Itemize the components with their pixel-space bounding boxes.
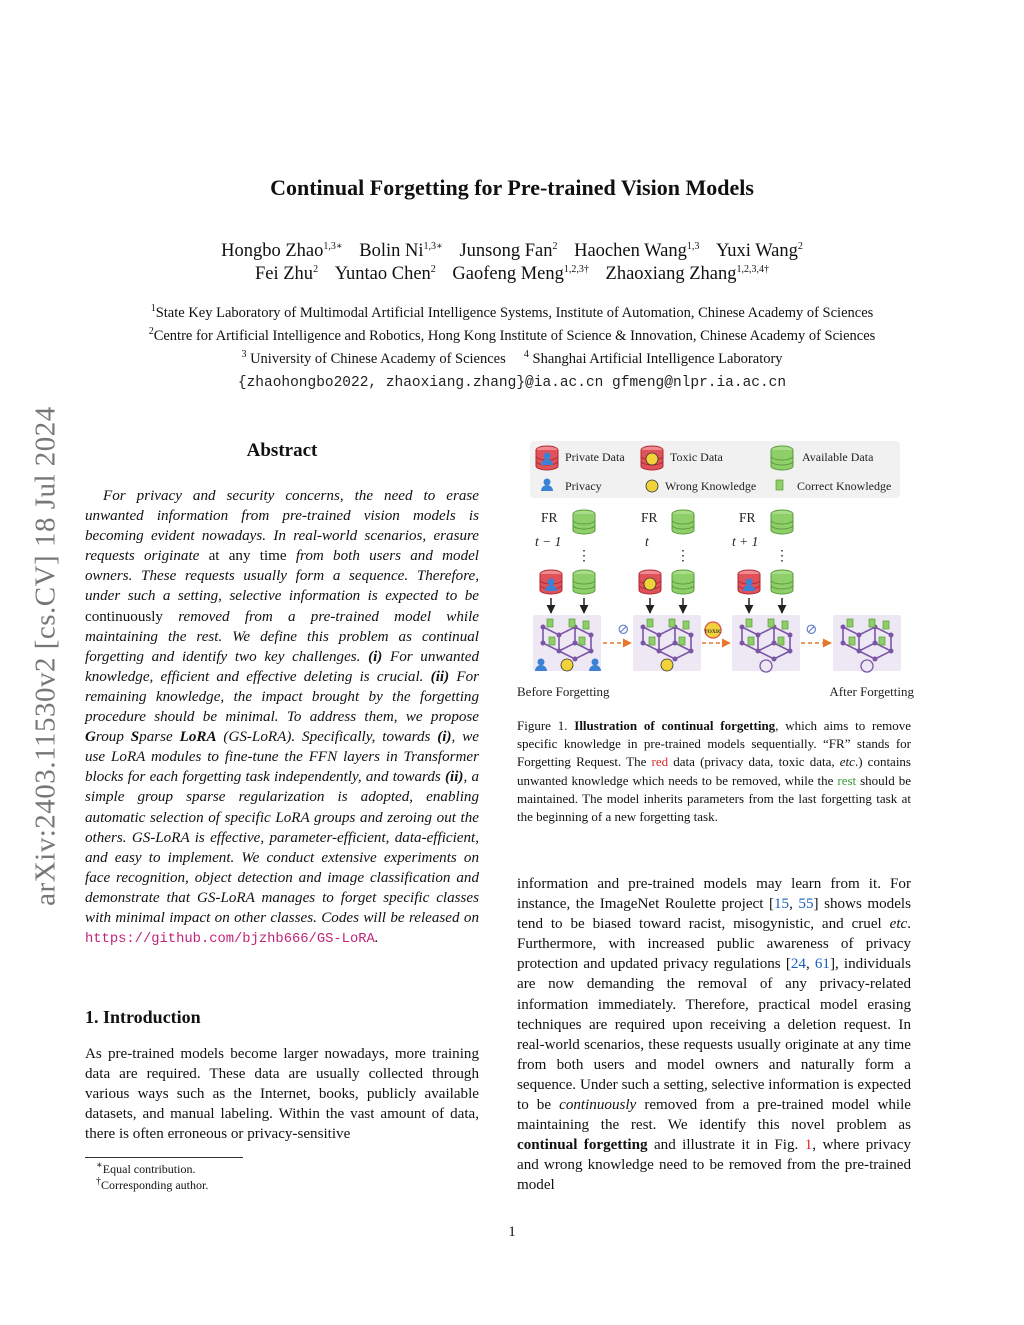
author: Fei Zhu$^2$ — [254, 263, 319, 284]
step-label: t — [645, 534, 649, 549]
paper-title: Continual Forgetting for Pre-trained Vision Models — [270, 175, 754, 200]
legend-label-available-data: Available Data — [802, 450, 874, 464]
page-number: 1 — [508, 1224, 516, 1240]
footnotes — [96, 1161, 208, 1193]
abstract-heading: Abstract — [246, 440, 318, 461]
footnote-corresponding-author: †Corresponding author. — [96, 1176, 209, 1192]
citation-link[interactable]: 61 — [814, 956, 830, 973]
author-emails[interactable]: {zhaohongbo2022, zhaoxiang.zhang}@ia.ac.cn gfmeng@nlpr.ia.ac.cn — [237, 375, 787, 391]
legend-label-private-data: Private Data — [565, 450, 625, 464]
fr-label: FR — [641, 510, 658, 525]
fr-label: FR — [541, 510, 558, 525]
intro-paragraph-continued: information and pre-trained models may learn from it. For instance, the ImageNet Roulette project [15, 55] shows models tend to be biased toward racist, misogynistic, and cruel etc. Furthermore, with increased public awareness of privacy protection and updated privacy regulations [24, 61], individuals are now demanding the removal of any privacy-related information immediately. Therefore, practical model erasing techniques are required upon receiving a deletion request. In real-world scenarios, these requests usually originate at any time from both users and model owners and naturally form a sequence. Under such a setting, selective information is expected to be continuously removed from a pre-trained model while maintaining the rest. We identify this novel problem as continual forgetting and illustrate it in Fig. 1, where privacy and wrong knowledge need to be removed from the pre-trained model — [517, 876, 911, 1194]
author: Yuxi Wang$^2$ — [715, 240, 803, 261]
step-label: t + 1 — [732, 534, 759, 549]
model-after-forgetting — [833, 615, 901, 672]
author-line-2 — [0, 264, 1024, 285]
affiliation-2: $^2$Centre for Artificial Intelligence and Robotics, Hong Kong Institute of Science & Innovation, Chinese Academy of Sciences — [148, 326, 876, 344]
author: Junsong Fan$^2$ — [459, 240, 558, 261]
affiliation-1: $^1$State Key Laboratory of Multimodal Artificial Intelligence Systems, Institute of Automation, Chinese Academy of Sciences — [150, 303, 874, 321]
svg-text:⋮: ⋮ — [775, 549, 789, 564]
author: Haochen Wang$^{1,3}$ — [574, 240, 700, 261]
before-forgetting-label: Before Forgetting — [517, 684, 610, 699]
svg-text:⋮: ⋮ — [577, 549, 591, 564]
svg-text:TOXIC: TOXIC — [704, 629, 722, 635]
arxiv-identifier: arXiv:2403.11530v2 [cs.CV] 18 Jul 2024 — [29, 406, 62, 906]
svg-text:⊘: ⊘ — [617, 622, 630, 638]
figure-1-caption: Figure 1. Illustration of continual forgetting, which aims to remove specific knowledge in pre-trained models sequentially. “FR” stands for Forgetting Request. The red data (privacy data, toxic data, etc.) contains unwanted knowledge which needs to be removed, while the rest should be maintained. The model inherits parameters from the last forgetting task at the beginning of a new forgetting task. — [517, 718, 911, 825]
section-heading-introduction: 1. Introduction — [85, 1007, 201, 1027]
svg-text:⊘: ⊘ — [805, 622, 818, 638]
abstract-body: For privacy and security concerns, the need to erase unwanted information from pre-trained vision models is becoming evident nowadays. In real-world scenarios, erasure requests originate at any time from both users and model owners. These requests usually form a sequence. Therefore, under such a setting, selective information is expected to be continuously removed from a pre-trained model while maintaining the rest. We define this problem as continual forgetting and identify two key challenges. (i) For unwanted knowledge, efficient and effective deleting is crucial. (ii) For remaining knowledge, the impact brought by the forgetting procedure should be minimal. To address them, we propose Group Sparse LoRA (GS-LoRA). Specifically, towards (i), we use LoRA modules to fine-tune the FFN layers in Transformer blocks for each forgetting task independently, and towards (ii), a simple group sparse regularization is adopted, enabling automatic selection of specific LoRA groups and zeroing out the others. GS-LoRA is effective, parameter-efficient, data-efficient, and easy to implement. We conduct extensive experiments on face recognition, object detection and image classification and demonstrate that GS-LoRA manages to forget specific classes with minimal impact on other classes. Codes will be released on https://github.com/bjzhb666/GS-LoRA. — [85, 488, 480, 948]
author: Yuntao Chen$^2$ — [334, 263, 436, 284]
legend-label-privacy: Privacy — [565, 479, 602, 493]
author: Gaofeng Meng$^{1,2,3\dagger}$ — [452, 263, 589, 284]
author: Bolin $Ni^{1,3∗}$ — [359, 240, 443, 261]
toxic-forget-badge — [704, 622, 722, 638]
citation-link[interactable]: 55 — [798, 896, 814, 913]
fr-step-t — [617, 510, 701, 671]
figure-ref-link[interactable]: 1 — [804, 1137, 813, 1154]
citation-link[interactable]: 24 — [790, 956, 806, 973]
footnote-equal-contribution: ∗Equal contribution. — [96, 1160, 196, 1176]
fr-step-t-minus-1 — [533, 510, 601, 671]
citation-link[interactable]: 15 — [774, 896, 790, 913]
author: Zhaoxiang Zhang$^{1,2,3,4\dagger}$ — [605, 263, 770, 284]
legend-label-wrong-knowledge: Wrong Knowledge — [665, 479, 757, 493]
intro-paragraph: As pre-trained models become larger nowadays, more training data are required. These data are usually collected through various ways such as the Internet, books, publicly available datasets, and manual labeling. Within the vast amount of data, there is often erroneous or privacy-sensitive — [85, 1046, 479, 1143]
author-line-1 — [0, 241, 1024, 262]
footnote-rule — [85, 1157, 243, 1158]
author: Hongbo Zhao$^{1,3∗}$ — [221, 240, 343, 261]
code-repo-link[interactable]: https://github.com/bjzhb666/GS-LoRA — [85, 932, 375, 948]
affiliation-3-4: $^3$ University of Chinese Academy of Sciences $^4$ Shanghai Artificial Intelligence Laboratory — [241, 349, 783, 367]
fr-label: FR — [739, 510, 756, 525]
fr-step-t-plus-1 — [704, 510, 818, 672]
figure-1-illustration — [517, 438, 917, 708]
legend-label-correct-knowledge: Correct Knowledge — [797, 479, 892, 493]
svg-text:⋮: ⋮ — [676, 549, 690, 564]
after-forgetting-label: After Forgetting — [829, 684, 914, 699]
legend-label-toxic-data: Toxic Data — [670, 450, 723, 464]
step-label: t − 1 — [535, 534, 562, 549]
